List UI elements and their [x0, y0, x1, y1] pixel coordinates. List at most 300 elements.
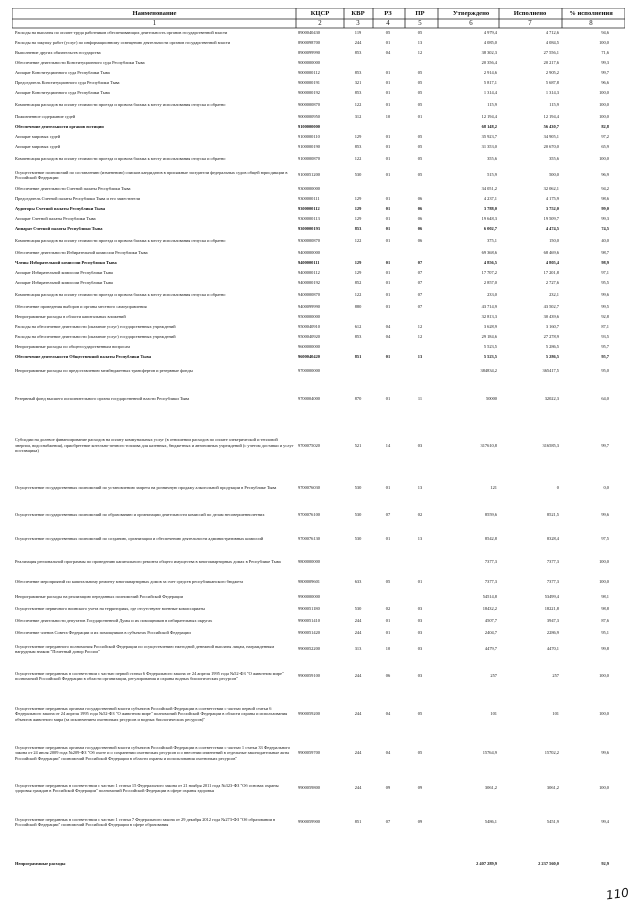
cell-appr: 54514,8: [482, 594, 497, 600]
cell-kcsr: 8900040430: [298, 30, 320, 36]
cell-name: Осуществление полномочий по составлению (изменению) списков кандидатов в присяжные заседатели федеральных судов общей юрисдикции в Российской Федерации: [15, 169, 288, 180]
cell-exec: 4 474,5: [545, 226, 559, 232]
cell-exec: 4 712,6: [545, 30, 559, 36]
cell-pct: 97,2: [601, 134, 609, 140]
table-row: [12, 352, 625, 362]
cell-kcsr: 9600040420: [298, 354, 320, 360]
cell-name: Обеспечение деятельности органов юстиции: [15, 124, 104, 130]
cell-exec: 3 752,0: [545, 206, 559, 212]
cell-appr: 6 002,7: [483, 226, 497, 232]
cell-pct: 71,6: [601, 50, 609, 56]
cell-pr: 05: [417, 80, 423, 86]
cell-appr: 4507,7: [484, 618, 497, 624]
table-row: [12, 28, 625, 38]
cell-exec: 2 727,6: [545, 280, 559, 286]
header-pr: ПР: [415, 10, 425, 17]
cell-pr: [407, 839, 433, 889]
cell-kvr: 880: [354, 304, 362, 310]
cell-exec: 365417,5: [542, 368, 559, 374]
cell-kvr: 129: [354, 134, 362, 140]
cell-exec: 150,0: [549, 238, 559, 244]
cell-exec: 2 237 560,0: [538, 861, 559, 867]
cell-kvr: 129: [354, 216, 362, 222]
cell-pct: 92,8: [601, 314, 609, 320]
cell-pct: 87,1: [601, 324, 609, 330]
cell-rz: 01: [385, 226, 391, 232]
cell-appr: 4 237,1: [483, 196, 497, 202]
cell-pr: 07: [417, 280, 423, 286]
cell-rz: 01: [385, 70, 391, 76]
cell-appr: 384834,2: [480, 368, 497, 374]
cell-kcsr: 9100000000: [298, 124, 320, 130]
cell-exec: 4 175,9: [545, 196, 559, 202]
cell-exec: 2 905,2: [545, 70, 559, 76]
cell-name: Пожизненное содержание судей: [15, 114, 76, 120]
table-row: [12, 48, 625, 58]
cell-pr: 05: [417, 711, 423, 717]
header-kvr: КВР: [351, 10, 365, 17]
cell-kcsr: 9900051420: [298, 630, 320, 636]
cell-name: Расходы на обеспечение деятельности (оказание услуг) государственных учреждений: [15, 324, 176, 330]
cell-kvr: [345, 342, 371, 352]
cell-pr: 12: [417, 50, 423, 56]
cell-appr: 4 085,0: [483, 40, 497, 46]
cell-appr: 43 714,9: [481, 304, 497, 310]
cell-name: Компенсация расходов на оплату стоимости проезда и провоза багажа к месту использования отпуска и обратно: [15, 238, 226, 244]
cell-pr: [407, 58, 433, 68]
cell-rz: [375, 839, 401, 889]
cell-name: Осуществление переданных в соответствии с частью 1 статьи 7 Федерального закона от 29 декабря 2012 года №273-ФЗ "Об образовании в Российской Федерации" полномочий Российской Федерации в сфере образования: [15, 816, 276, 827]
cell-pr: 09: [417, 819, 423, 825]
cell-rz: 01: [385, 270, 391, 276]
cell-kvr: 851: [354, 819, 362, 825]
column-number: 5: [418, 19, 422, 27]
cell-kvr: 852: [354, 280, 362, 286]
cell-pr: [407, 184, 433, 194]
cell-name: Осуществление переданных в соответствии с частью первой статьи 6 Федерального закона от 24 апреля 1995 года №52-ФЗ "О животном мире" полномочий Российской Федерации в области организации, регулирования и охраны водных биологических ресурсов": [15, 670, 284, 681]
cell-kcsr: 9300000111: [298, 196, 320, 202]
cell-rz: 01: [385, 156, 391, 162]
cell-pct: 100,0: [599, 673, 609, 679]
cell-pr: 13: [417, 485, 423, 491]
cell-name: Непрограммные расходы на реализацию переданных полномочий Российской Федерации: [15, 594, 183, 600]
cell-exec: 316585,3: [542, 442, 559, 448]
cell-appr: 115,9: [487, 102, 497, 108]
cell-name: Председатель Счетной палаты Республики Тыва и его заместители: [15, 196, 141, 202]
cell-kvr: 530: [354, 485, 362, 491]
header-approved: Утверждено: [452, 10, 490, 17]
cell-pr: 12: [417, 324, 423, 330]
cell-pct: 92,9: [601, 861, 609, 867]
table-row: [12, 627, 625, 639]
cell-pr: 13: [417, 536, 423, 542]
table-row: [12, 503, 625, 527]
cell-rz: 01: [385, 292, 391, 298]
cell-appr: 20 356,4: [481, 60, 497, 66]
cell-kvr: 244: [354, 750, 362, 756]
table-row: [12, 98, 625, 112]
cell-name: Непрограммные расходы: [15, 861, 66, 867]
cell-name: Обеспечение деятельности депутатов Государственной Думы и их помощников в избирательных округах: [15, 618, 213, 624]
cell-rz: 07: [385, 512, 391, 518]
cell-exec: 0: [556, 485, 559, 491]
cell-exec: 355,6: [549, 156, 559, 162]
cell-exec: 34 905,1: [543, 134, 559, 140]
cell-pct: 40,0: [601, 238, 609, 244]
column-number: 1: [152, 19, 157, 27]
cell-kcsr: 9700076030: [298, 485, 320, 491]
cell-appr: 17 707,2: [481, 270, 497, 276]
cell-pr: 05: [417, 70, 423, 76]
cell-pct: 100,0: [599, 711, 609, 717]
cell-pct: 94,2: [601, 186, 609, 192]
cell-pr: 07: [417, 292, 423, 298]
cell-kcsr: 9000000000: [298, 60, 320, 66]
cell-pct: 98,7: [601, 250, 609, 256]
cell-pct: 87,6: [601, 618, 609, 624]
table-row: [12, 258, 625, 268]
cell-rz: 04: [385, 324, 391, 330]
cell-exec: 7377,3: [546, 559, 559, 565]
header-rz: РЗ: [384, 10, 392, 17]
cell-rz: 01: [385, 618, 391, 624]
cell-pct: 99,3: [601, 216, 609, 222]
header-name: Наименование: [132, 10, 177, 17]
cell-name: Осуществление государственных полномочий по созданию, организации и обеспечению деятельности административных комиссий: [15, 536, 264, 542]
column-number: 2: [318, 19, 322, 27]
cell-rz: 01: [385, 630, 391, 636]
table-row: [12, 184, 625, 194]
cell-kvr: 853: [354, 90, 362, 96]
cell-exec: 5 286,5: [545, 354, 559, 360]
cell-appr: 8559,6: [484, 512, 497, 518]
cell-appr: 69 368,6: [481, 250, 497, 256]
cell-pct: 98,9: [601, 260, 609, 266]
table-row: [12, 735, 625, 771]
table-row: [12, 332, 625, 342]
cell-kcsr: 9600000000: [298, 344, 320, 350]
cell-kcsr: 9400000870: [298, 292, 320, 298]
cell-rz: [375, 362, 401, 380]
cell-exec: 30 439,6: [543, 314, 559, 320]
cell-name: Аппарат мировых судей: [15, 134, 61, 140]
cell-rz: [375, 122, 401, 132]
cell-name: Непрограммные расходы по общегосударственным вопросам: [15, 344, 130, 350]
cell-kvr: 122: [354, 238, 362, 244]
cell-kvr: 853: [354, 144, 362, 150]
table-row: [12, 122, 625, 132]
cell-name: Обеспечение проведения выборов и органы местного самоуправления: [15, 304, 147, 310]
cell-appr: 257: [490, 673, 497, 679]
table-row: [12, 234, 625, 248]
cell-pct: 100,0: [599, 102, 609, 108]
cell-name: Компенсация расходов на оплату стоимости проезда и провоза багажа к месту использования отпуска и обратно: [15, 102, 226, 108]
table-row: [12, 659, 625, 693]
cell-exec: 17 201,8: [543, 270, 559, 276]
cell-exec: 2286,9: [546, 630, 559, 636]
cell-exec: 4 084,5: [545, 40, 559, 46]
cell-kcsr: 9900051180: [298, 606, 320, 612]
cell-appr: 3 788,0: [483, 206, 497, 212]
cell-appr: 101: [490, 711, 497, 717]
cell-kvr: 129: [354, 196, 362, 202]
table-row: [12, 639, 625, 659]
cell-pct: 100,0: [599, 559, 609, 565]
cell-pct: 99,5: [601, 304, 609, 310]
cell-appr: 12 194,4: [481, 114, 497, 120]
cell-pct: 95,1: [601, 630, 609, 636]
cell-pct: 94,6: [601, 30, 609, 36]
cell-kcsr: 9400099990: [298, 304, 320, 310]
cell-kcsr: 9500040910: [298, 324, 320, 330]
table-row: [12, 288, 625, 302]
table-row: [12, 302, 625, 312]
cell-rz: [375, 248, 401, 258]
cell-appr: 7377,3: [484, 579, 497, 585]
cell-name: Осуществление переданных в соответствии с частью 1 статьи 15 Федерального закона от 21 ноября 2011 года №323-ФЗ "Об основах охраны здоровья граждан в Российской Федерации" полномочий Российской Федерации в сфере охраны здоровья: [15, 782, 279, 793]
cell-rz: 01: [385, 260, 391, 266]
cell-appr: 5 817,1: [483, 80, 497, 86]
cell-pct: 99,7: [601, 70, 609, 76]
cell-kvr: 853: [354, 70, 362, 76]
document-sheet: [12, 8, 625, 893]
cell-pct: 95,7: [601, 354, 609, 360]
cell-name: Осуществление переданного полномочия Российской Федерации по осуществлению ежегодной денежной выплаты лицам, награжденным нагрудным знаком "Почетный донор России": [15, 643, 275, 654]
cell-name: Реализация региональной программы по проведению капитального ремонта общего имущества в многоквартирных домах в Республике Тыва: [15, 559, 281, 565]
cell-pr: [407, 342, 433, 352]
cell-pct: 99,8: [601, 646, 609, 652]
cell-rz: 01: [385, 102, 391, 108]
cell-kvr: 129: [354, 260, 362, 266]
cell-kvr: 530: [354, 536, 362, 542]
cell-appr: 5 523,5: [483, 344, 497, 350]
cell-pr: [407, 551, 433, 573]
cell-kcsr: 9400000111: [298, 260, 320, 266]
cell-kvr: 122: [354, 292, 362, 298]
cell-kvr: [345, 362, 371, 380]
cell-pct: 99,0: [601, 206, 609, 212]
cell-kcsr: 9400000112: [298, 270, 320, 276]
cell-kcsr: 9900000000: [298, 594, 320, 600]
cell-pr: [407, 122, 433, 132]
cell-pct: 97,1: [601, 270, 609, 276]
cell-appr: 8542,8: [484, 536, 497, 542]
cell-kvr: 530: [354, 172, 362, 178]
table-row: [12, 603, 625, 615]
cell-exec: 5451,9: [546, 819, 559, 825]
table-row: [12, 573, 625, 591]
table-row: [12, 551, 625, 573]
cell-pct: 93,5: [601, 334, 609, 340]
cell-appr: 121: [490, 485, 497, 491]
cell-rz: 01: [385, 238, 391, 244]
cell-kcsr: 8900098700: [298, 40, 320, 46]
cell-name: Расходы на обеспечение деятельности (оказание услуг) государственных учреждений: [15, 334, 176, 340]
table-row: [12, 527, 625, 551]
cell-appr: 50000: [486, 396, 497, 402]
cell-exec: 5 286,5: [545, 344, 559, 350]
cell-exec: 101: [552, 711, 559, 717]
table-row: [12, 693, 625, 735]
cell-rz: 06: [385, 673, 391, 679]
cell-appr: 2 857,0: [483, 280, 497, 286]
cell-pct: 0,0: [603, 485, 609, 491]
cell-rz: 14: [385, 442, 391, 448]
cell-pct: 95,7: [601, 344, 609, 350]
cell-rz: 05: [385, 579, 391, 585]
cell-kcsr: 9100000190: [298, 144, 320, 150]
cell-pct: 100,0: [599, 785, 609, 791]
cell-name: Аудиторы Счетной палаты Республики Тыва: [15, 206, 106, 212]
table-number-row: [12, 19, 625, 28]
table-row: [12, 132, 625, 142]
cell-exec: 56 430,7: [543, 124, 559, 130]
cell-exec: 32022,3: [544, 396, 559, 402]
cell-appr: 5486,1: [484, 819, 497, 825]
cell-kvr: 870: [354, 396, 362, 402]
cell-pct: 99,6: [601, 512, 609, 518]
cell-pr: 05: [417, 90, 423, 96]
cell-pr: 06: [417, 226, 423, 232]
cell-kcsr: 9900059200: [298, 711, 320, 717]
cell-appr: 32 813,3: [481, 314, 497, 320]
cell-name: Непрограммные расходы по предоставлению межбюджетных трансфертов и резервные фонды: [15, 368, 193, 374]
cell-kvr: 633: [354, 579, 362, 585]
cell-exec: 20 670,0: [543, 144, 559, 150]
cell-kvr: [345, 312, 371, 322]
cell-name: Непрограммные расходы в области капитальных вложений: [15, 314, 126, 320]
cell-kvr: 521: [354, 442, 362, 448]
cell-pr: 06: [417, 216, 423, 222]
cell-pct: 95,5: [601, 280, 609, 286]
cell-kcsr: 9900059100: [298, 673, 320, 679]
column-number: 3: [356, 19, 360, 27]
cell-exec: 1 314,3: [545, 90, 559, 96]
cell-appr: 34 051,2: [481, 186, 497, 192]
cell-kcsr: 9400000000: [298, 250, 320, 256]
table-row: [12, 380, 625, 418]
cell-appr: 4 979,4: [483, 30, 497, 36]
cell-pct: 98,6: [601, 196, 609, 202]
cell-kcsr: 9000000112: [298, 70, 320, 76]
cell-exec: 232,1: [549, 292, 559, 298]
cell-pr: 05: [417, 134, 423, 140]
column-number: 4: [386, 19, 390, 27]
cell-appr: 4479,7: [484, 646, 497, 652]
cell-kcsr: 9300000193: [298, 226, 320, 232]
cell-kvr: [345, 122, 371, 132]
table-row: [12, 88, 625, 98]
cell-appr: 317610,8: [480, 442, 497, 448]
cell-name: Обеспечение деятельности Избирательной комиссии Республики Тыва: [15, 250, 148, 256]
cell-name: Осуществление переданных органам государственной власти субъектов Российской Федерации в соответствии с частью 1 статьи 33 Федерального закона от 24 июля 2009 года №209-ФЗ "Об охоте и о сохранении охотничьих ресурсов и о внесении изменений в отдельные законодательные акты Российской Федерации" полномочий Российской Федерации в области охраны и использования охотничьих ресурсов": [15, 744, 291, 761]
table-row: [12, 805, 625, 839]
cell-kvr: 853: [354, 226, 362, 232]
table-row: [12, 78, 625, 88]
table-row: [12, 194, 625, 204]
cell-name: Расходы на закупку работ (услуг) по информационному освещению деятельности органов государственной власти: [15, 40, 231, 46]
cell-rz: 01: [385, 172, 391, 178]
cell-kvr: 851: [354, 354, 362, 360]
cell-kvr: 853: [354, 50, 362, 56]
table-row: [12, 322, 625, 332]
cell-pr: 13: [417, 354, 423, 360]
cell-name: Аппарат Избирательной комиссии Республики Тыва: [15, 270, 113, 276]
table-row: [12, 342, 625, 352]
cell-kvr: 129: [354, 206, 362, 212]
cell-kcsr: 9800009601: [298, 579, 320, 585]
cell-kcsr: 9900051410: [298, 618, 320, 624]
cell-pct: 82,8: [601, 124, 609, 130]
cell-pr: 05: [417, 172, 423, 178]
cell-kcsr: 9300000000: [298, 186, 320, 192]
cell-pr: 06: [417, 238, 423, 244]
table-row: [12, 312, 625, 322]
cell-pr: [407, 312, 433, 322]
cell-pct: 99,6: [601, 292, 609, 298]
cell-pr: 03: [417, 673, 423, 679]
cell-kcsr: 9100051200: [298, 172, 320, 178]
cell-pct: 95,0: [601, 368, 609, 374]
cell-rz: 01: [385, 80, 391, 86]
cell-exec: 3061,2: [546, 785, 559, 791]
cell-pct: 97,5: [601, 536, 609, 542]
cell-rz: 10: [385, 646, 391, 652]
table-row: [12, 224, 625, 234]
cell-pct: 99,7: [601, 442, 609, 448]
cell-exec: 19 509,7: [543, 216, 559, 222]
cell-kvr: [345, 839, 371, 889]
cell-pr: 13: [417, 40, 423, 46]
cell-name: Обеспечение деятельности Конституционного суда Республики Тыва: [15, 60, 145, 66]
cell-appr: 31 353,0: [481, 144, 497, 150]
cell-exec: 15702,2: [544, 750, 559, 756]
cell-appr: 29 184,6: [481, 334, 497, 340]
cell-pct: 98,8: [601, 606, 609, 612]
cell-appr: 7377,3: [484, 559, 497, 565]
cell-kcsr: 9300000113: [298, 216, 320, 222]
cell-name: Компенсация расходов на оплату стоимости проезда и провоза багажа к месту использования отпуска и обратно: [15, 156, 226, 162]
cell-kcsr: 9800000000: [298, 559, 320, 565]
cell-exec: 500,0: [549, 172, 559, 178]
cell-pr: 05: [417, 144, 423, 150]
cell-name: Обеспечение членов Совета Федерации и их помощников в субъектах Российской Федерации: [15, 630, 191, 636]
cell-exec: 4 805,4: [545, 260, 559, 266]
cell-pct: 100,0: [599, 40, 609, 46]
cell-appr: 375,1: [487, 238, 497, 244]
cell-exec: 3 160,7: [545, 324, 559, 330]
cell-kvr: 530: [354, 512, 362, 518]
cell-kvr: 313: [354, 646, 362, 652]
cell-pr: 07: [417, 270, 423, 276]
table-row: [12, 278, 625, 288]
cell-appr: 15764,9: [482, 750, 497, 756]
cell-rz: 01: [385, 206, 391, 212]
cell-pct: 99,3: [601, 60, 609, 66]
cell-rz: 01: [385, 196, 391, 202]
cell-exec: 27 556,1: [543, 50, 559, 56]
cell-rz: 04: [385, 334, 391, 340]
cell-rz: [375, 551, 401, 573]
cell-appr: 2404,7: [484, 630, 497, 636]
cell-exec: 257: [552, 673, 559, 679]
cell-exec: 43 502,7: [543, 304, 559, 310]
cell-name: Обеспечение деятельности Счетной палаты Республики Тыва: [15, 186, 131, 192]
cell-pr: 07: [417, 260, 423, 266]
cell-pct: 100,0: [599, 114, 609, 120]
cell-pr: 03: [417, 630, 423, 636]
cell-kcsr: 9100000870: [298, 156, 320, 162]
